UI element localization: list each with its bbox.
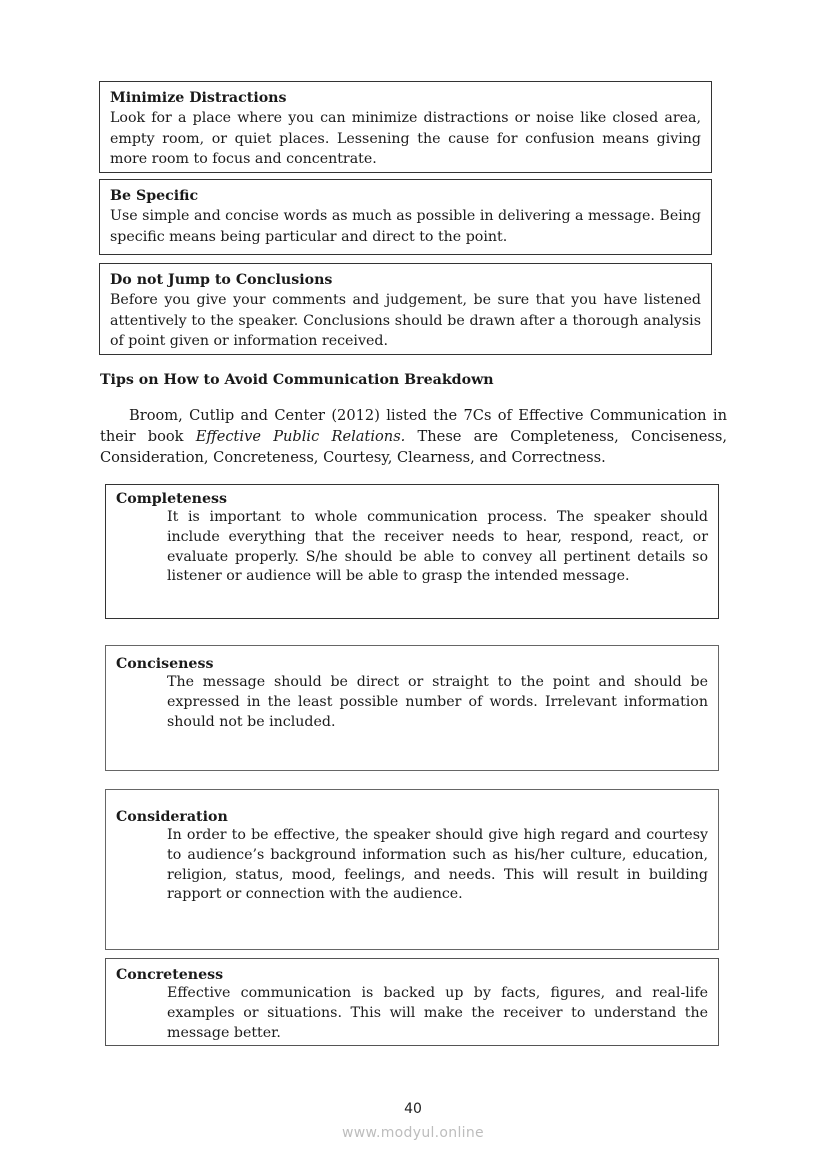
seven-c-title: Completeness <box>116 491 227 507</box>
seven-c-text: Effective communication is backed up by facts, figures, and real-life examples or situations. This will make the receiver to understand the message better. <box>167 985 708 1041</box>
intro-paragraph <box>100 406 727 468</box>
seven-c-title: Consideration <box>116 809 228 825</box>
tip-box-minimize-distractions <box>99 81 712 173</box>
page-number: 40 <box>404 1101 422 1117</box>
tip-text: Before you give your comments and judgement, be sure that you have listened attentively to the speaker. Conclusions should be drawn after a thorough analysis of point given or information received. <box>110 292 701 350</box>
seven-c-text: The message should be direct or straight to the point and should be expressed in the least possible number of words. Irrelevant information should not be included. <box>167 674 708 730</box>
seven-c-box-completeness <box>105 484 719 619</box>
seven-c-box-conciseness <box>105 645 719 771</box>
tip-title: Do not Jump to Conclusions <box>110 272 333 288</box>
seven-c-text: It is important to whole communication process. The speaker should include everything that the receiver needs to hear, respond, react, or evaluate properly. S/he should be able to convey all pertinent details so listener or audience will be able to grasp the intended message. <box>167 509 708 585</box>
seven-c-text: In order to be effective, the speaker should give high regard and courtesy to audience’s background information such as his/her culture, education, religion, status, mood, feelings, and needs. This will result in building rapport or connection with the audience. <box>167 827 708 903</box>
section-heading: Tips on How to Avoid Communication Breakdown <box>100 372 494 388</box>
seven-c-box-consideration <box>105 789 719 950</box>
para-text-after: These are Completeness, Conciseness, Consideration, Concreteness, Courtesy, Clearness, and Correctness. <box>100 427 727 466</box>
tip-box-do-not-jump-to-conclusions <box>99 263 712 355</box>
tip-title: Be Specific <box>110 188 199 204</box>
watermark: www.modyul.online <box>342 1125 484 1141</box>
seven-c-title: Conciseness <box>116 656 214 672</box>
tip-text: Look for a place where you can minimize distractions or noise like closed area, empty room, or quiet places. Lessening the cause for confusion means giving more room to focus and concentrate. <box>110 110 701 168</box>
tip-text: Use simple and concise words as much as possible in delivering a message. Being specific means being particular and direct to the point. <box>110 208 701 245</box>
seven-c-title: Concreteness <box>116 967 224 983</box>
book-title: Effective Public Relations. <box>195 427 406 445</box>
para-text-before: Broom, Cutlip and Center (2012) listed the 7Cs of Effective Communication in their book <box>100 407 727 445</box>
tip-box-be-specific <box>99 179 712 255</box>
tip-title: Minimize Distractions <box>110 90 287 106</box>
seven-c-box-concreteness <box>105 958 719 1046</box>
